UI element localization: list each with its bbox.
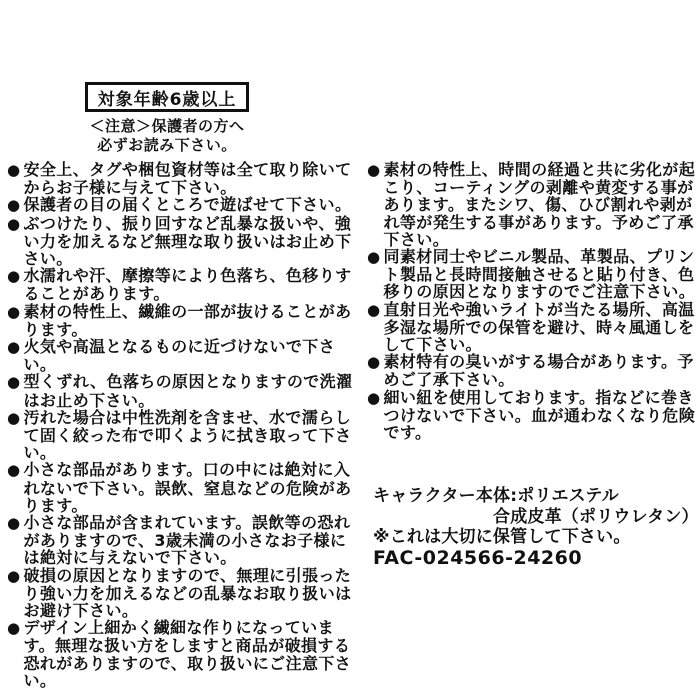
warning-text: 素材特有の臭いがする場合があります。予めご了承下さい。: [383, 352, 694, 390]
warning-text: 直射日光や強いライトが当たる場所、高温多湿な場所での保管を避け、時々風通しをして下さい。: [383, 299, 695, 355]
caution-subheading: 必ずお読み下さい。: [97, 136, 237, 154]
warning-item: [7, 196, 360, 214]
materials-info: [373, 486, 699, 568]
warning-item: [7, 338, 360, 373]
caution-notice: [47, 117, 287, 155]
warning-item: [367, 248, 699, 301]
warning-text: 同素材同士やビニル製品、革製品、プリント製品と長時間接触させると貼り付き、色移りの原因となりますのでご注意下さい。: [383, 247, 696, 302]
warning-item: [7, 619, 360, 689]
bullet-icon: ●: [7, 214, 21, 233]
bullet-icon: ●: [7, 161, 21, 179]
material-line-2: 合成皮革（ポリウレタン）: [493, 506, 699, 527]
warning-text: 素材の特性上、時間の経過と共に劣化が起こり、コーティングの剥離や黄変する事があります。またシワ、傷、ひび割れや剥がれ等が発生する事があります。予めご了承下さい。: [383, 160, 696, 249]
warning-item: [7, 409, 360, 462]
warning-item: [7, 303, 360, 338]
warning-item: [7, 514, 360, 567]
bullet-icon: ●: [7, 196, 21, 215]
bullet-icon: ●: [7, 619, 21, 638]
warning-item: [7, 161, 360, 196]
warning-text: ぶつけたり、振り回すなど乱暴な扱いや、強い力を加えるなど無理な取り扱いはお止め下さい。: [23, 213, 352, 269]
warning-item: [7, 267, 360, 302]
warning-text: 型くずれ、色落ちの原因となりますので洗濯はお止め下さい。: [23, 372, 353, 410]
warning-text: 安全上、タグや梱包資材等は全て取り除いてからお子様に与えて下さい。: [23, 160, 352, 198]
warning-item: [7, 373, 360, 408]
warning-text: 水濡れや汗、摩擦等により色落ち、色移りすることがあります。: [23, 266, 352, 304]
bullet-icon: ●: [7, 566, 21, 585]
bullet-icon: ●: [7, 514, 21, 533]
bullet-icon: ●: [367, 161, 381, 179]
bullet-icon: ●: [7, 408, 21, 427]
bullet-icon: ●: [7, 302, 21, 321]
bullet-icon: ●: [7, 338, 21, 357]
warning-text: 保護者の目の届くところで遊ばせて下さい。: [23, 195, 352, 215]
warning-item: [367, 161, 699, 248]
warning-text: 細い紐を使用しております。指などに巻きつけないで下さい。血が通わなくなり危険です。: [383, 387, 696, 443]
bullet-icon: ●: [7, 267, 21, 286]
warnings-left-column: [7, 161, 360, 689]
warning-text: 汚れた場合は中性洗剤を含ませ、水で濡らして固く絞った布で叩くように拭き取って下さい。: [23, 407, 352, 463]
product-code: FAC-024566-24260: [373, 546, 583, 569]
age-restriction-text: 対象年齢6歳以上: [97, 89, 237, 110]
warning-item: [367, 353, 699, 388]
warning-text: 小さな部品が含まれています。誤飲等の恐れがありますので、3歳未満の小さなお子様には絶対に与えないで下さい。: [23, 513, 351, 568]
warning-text: デザイン上細かく繊細な作りになっています。無理な扱い方をしますと商品が破損する恐れがありますので、取り扱いにご注意下さい。: [23, 618, 352, 690]
warning-item: [7, 461, 360, 514]
bullet-icon: ●: [367, 353, 381, 372]
bullet-icon: ●: [367, 388, 381, 407]
warning-text: 小さな部品があります。口の中には絶対に入れないで下さい。誤飲、窒息などの危険があります。: [23, 460, 352, 515]
warning-text: 破損の原因となりますので、無理に引張ったり強い力を加えるなどの乱暴なお取り扱いはお避け下さい。: [23, 565, 352, 621]
warning-item: [367, 301, 699, 354]
material-line-1: キャラクター本体:ポリエステル: [373, 486, 619, 506]
warning-text: 素材の特性上、繊維の一部が抜けることがあります。: [23, 301, 352, 339]
bullet-icon: ●: [7, 373, 21, 392]
warning-text: 火気や高温となるものに近づけないで下さい。: [23, 337, 336, 375]
age-restriction-box: [85, 82, 249, 112]
bullet-icon: ●: [367, 248, 381, 267]
bullet-icon: ●: [7, 461, 21, 480]
storage-note: ※これは大切に保管して下さい。: [373, 527, 631, 547]
warning-item: [7, 215, 360, 268]
warnings-right-column: [367, 161, 699, 441]
caution-heading: ＜注意＞保護者の方へ: [89, 117, 245, 135]
warning-item: [367, 389, 699, 442]
warning-item: [7, 567, 360, 620]
bullet-icon: ●: [367, 300, 381, 319]
